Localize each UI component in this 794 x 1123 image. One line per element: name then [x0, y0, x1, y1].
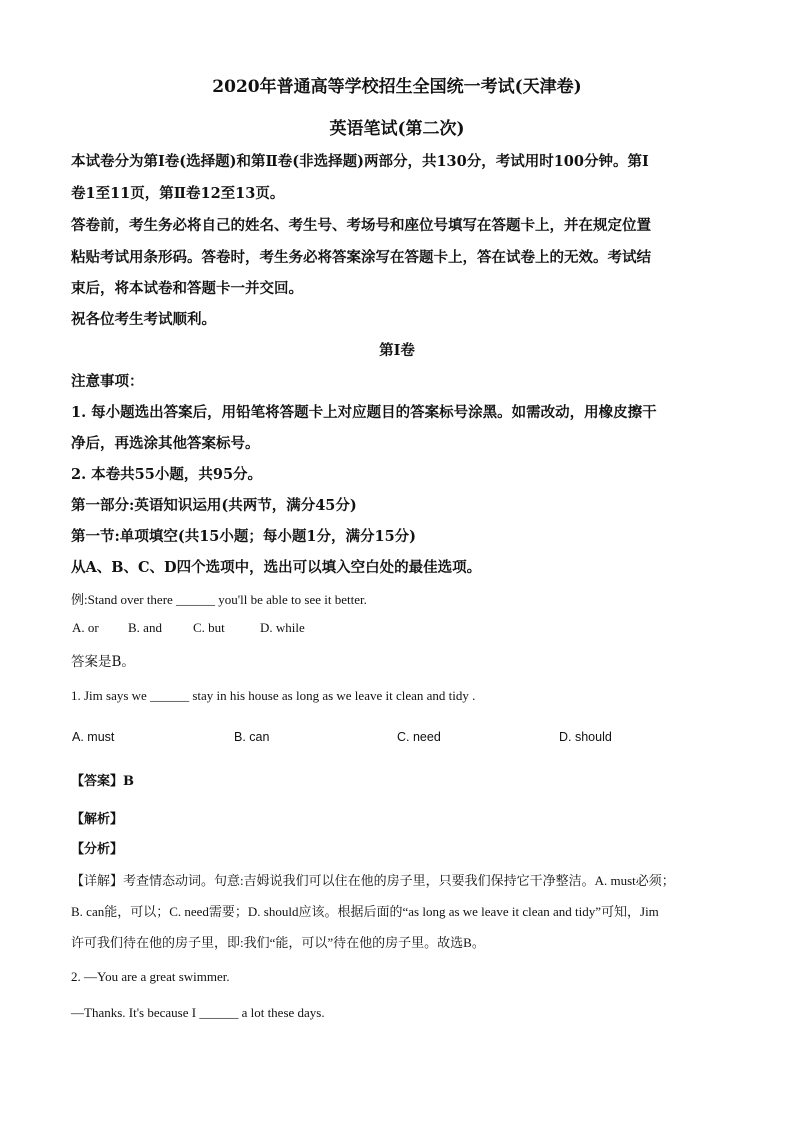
- notes-heading: 注意事项：: [71, 373, 144, 390]
- exam-title: 2020年普通高等学校招生全国统一考试(天津卷): [212, 77, 582, 97]
- question1-option: A. must: [72, 730, 115, 744]
- question1-option: C. need: [397, 730, 441, 744]
- detail-line: 许可我们待在他的房子里，即:我们“能，可以”待在他的房子里。故选B。: [71, 935, 485, 950]
- question1-option: D. should: [559, 730, 612, 744]
- intro-line: 束后，将本试卷和答题卡一并交回。: [71, 280, 303, 297]
- question2-line: 2. —You are a great swimmer.: [71, 969, 230, 984]
- detail-line: 【详解】考查情态动词。句意:吉姆说我们可以住在他的房子里，只要我们保持它干净整洁。A. must必须；: [71, 873, 675, 888]
- example-question: 例:Stand over there ______ you'll be able to see it better.: [71, 592, 367, 607]
- intro-line: 祝各位考生考试顺利。: [71, 311, 216, 328]
- section-title: 第Ⅰ卷: [379, 342, 415, 359]
- example-option: A. or: [72, 620, 99, 635]
- instruction: 从A、B、C、D四个选项中，选出可以填入空白处的最佳选项。: [71, 559, 482, 576]
- intro-line: 粘贴考试用条形码。答卷时，考生务必将答案涂写在答题卡上，答在试卷上的无效。考试结: [71, 249, 651, 266]
- notes-line: 1. 每小题选出答案后，用铅笔将答题卡上对应题目的答案标号涂黑。如需改动，用橡皮擦干: [71, 404, 657, 421]
- question1-option: B. can: [234, 730, 270, 744]
- notes-line: 2. 本卷共55小题，共95分。: [71, 466, 263, 483]
- answer-label: 【答案】B: [71, 774, 134, 789]
- exam-subtitle: 英语笔试(第二次): [329, 119, 465, 139]
- notes-line: 净后，再选涂其他答案标号。: [71, 435, 260, 452]
- intro-line: 本试卷分为第Ⅰ卷(选择题)和第Ⅱ卷(非选择题)两部分，共130分，考试用时100分钟。第Ⅰ: [71, 153, 649, 170]
- intro-line: 卷1至11页，第Ⅱ卷12至13页。: [71, 185, 285, 202]
- part-title: 第一部分:英语知识运用(共两节，满分45分): [71, 497, 357, 514]
- section-heading: 第一节:单项填空(共15小题；每小题1分，满分15分): [71, 528, 417, 545]
- question2-line: —Thanks. It's because I ______ a lot these days.: [71, 1005, 325, 1020]
- example-option: D. while: [260, 620, 305, 635]
- example-option: C. but: [193, 620, 225, 635]
- fenxi-label: 【分析】: [71, 842, 124, 857]
- detail-line: B. can能，可以；C. need需要；D. should应该。根据后面的“as long as we leave it clean and tidy”可知，Jim: [71, 904, 659, 919]
- analysis-label: 【解析】: [71, 812, 124, 827]
- example-option: B. and: [128, 620, 162, 635]
- example-answer: 答案是B。: [71, 654, 135, 670]
- question1-stem: 1. Jim says we ______ stay in his house as long as we leave it clean and tidy .: [71, 688, 476, 703]
- intro-line: 答卷前，考生务必将自己的姓名、考生号、考场号和座位号填写在答题卡上，并在规定位置: [71, 217, 651, 234]
